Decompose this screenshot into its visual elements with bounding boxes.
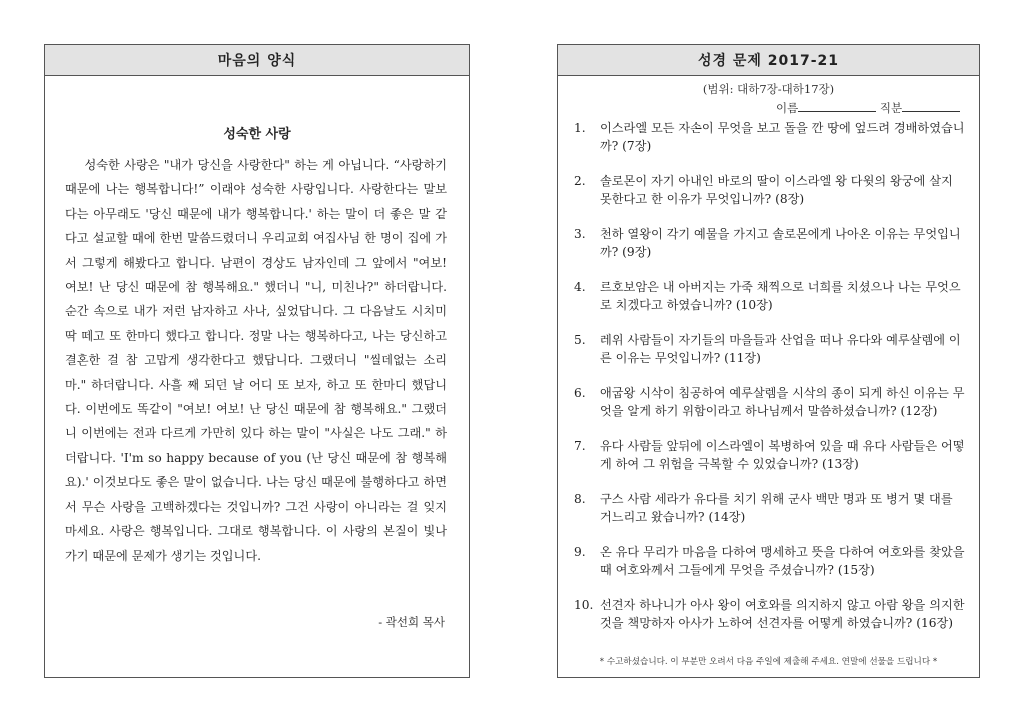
right-panel-header: 성경 문제 2017-21 — [558, 45, 979, 76]
question-item — [574, 225, 966, 261]
question-number: 3. — [574, 227, 586, 241]
quiz-footnote: * 수고하셨습니다. 이 부분만 오려서 다음 주일에 제출해 주세요. 연말에 선물을 드립니다 * — [599, 657, 938, 667]
question-item — [574, 490, 966, 526]
question-number: 2. — [574, 174, 586, 188]
name-label: 이름 — [776, 101, 799, 115]
question-text: 유다 사람들 앞뒤에 이스라엘이 복병하여 있을 때 유다 사람들은 어떻게 하여 그 위험을 극복할 수 있었습니까? (13장) — [600, 439, 965, 471]
office-label: 직분 — [879, 101, 903, 115]
left-panel — [44, 44, 470, 678]
question-item — [574, 278, 966, 314]
question-number: 8. — [574, 492, 586, 506]
question-item — [574, 596, 966, 632]
question-text: 구스 사람 세라가 유다를 치기 위해 군사 백만 명과 또 병거 몇 대를 거느리고 왔습니까? (14장) — [600, 492, 953, 524]
essay-body: 성숙한 사랑은 "내가 당신을 사랑한다" 하는 게 아닙니다. “사랑하기 때문에 나는 행복합니다!” 이래야 성숙한 사랑입니다. 사랑한다는 말보다는 아무래도 '당신 때문에 내가 행복합니다.' 하는 말이 더 좋은 말 같다고 설교할 때에 한번 말씀드렸더니 우리교회 여집사님 한 명이 집에 가서 그렇게 해봤다고 합니다. 남편이 경상도 남자인데 그 앞에서 "여보! 여보! 난 당신 때문에 참 행복해요." 했더니 "니, 미친나?" 하더랍니다. 순간 속으로 내가 저런 남자하고 사나, 싶었답니다. 그 다음날도 시치미 딱 떼고 또 한마디 했다고 합니다. 정말 나는 행복하다고, 나는 당신하고 결혼한 걸 참 고맙게 생각한다고 했답니다. 그랬더니 "씰데없는 소리 마." 하더랍니다. 사흘 째 되던 날 어디 또 보자, 하고 또 한마디 했답니다. 이번에도 똑같이 "여보! 여보! 난 당신 때문에 참 행복해요." 그랬더니 이번에는 전과 다르게 가만히 있다 하는 말이 "사실은 나도 그래." 하더랍니다. 'I'm so happy because of you (난 당신 때문에 참 행복해요).' 이것보다도 좋은 말이 없습니다. 나는 당신 때문에 불행하다고 하면서 무슨 사랑을 고백하겠다는 것입니까? 그건 사랑이 아니라는 걸 잊지 마세요. 사랑은 행복입니다. 그대로 행복합니다. 이 사랑의 본질이 빛나가기 때문에 문제가 생기는 것입니다. — [65, 158, 447, 563]
question-number: 6. — [574, 386, 586, 400]
question-number: 7. — [574, 439, 586, 453]
question-number: 9. — [574, 545, 586, 559]
question-text: 선견자 하나니가 아사 왕이 여호와를 의지하지 않고 아람 왕을 의지한 것을 책망하자 아사가 노하여 선견자를 어떻게 하였습니까? (16장) — [600, 598, 965, 630]
quiz-scope: (범위: 대하7장-대하17장) — [702, 82, 835, 96]
question-number: 5. — [574, 333, 586, 347]
question-item — [574, 384, 966, 420]
office-blank[interactable] — [902, 99, 960, 112]
name-office-row — [776, 99, 960, 116]
right-panel — [557, 44, 980, 678]
question-text: 온 유다 무리가 마음을 다하여 맹세하고 뜻을 다하여 여호와를 찾았을 때 여호와께서 그들에게 무엇을 주셨습니까? (15장) — [600, 545, 965, 577]
question-item — [574, 331, 966, 367]
question-number: 4. — [574, 280, 586, 294]
question-item — [574, 119, 966, 155]
question-item — [574, 543, 966, 579]
question-text: 이스라엘 모든 자손이 무엇을 보고 돌을 깐 땅에 엎드려 경배하였습니까? (7장) — [600, 121, 965, 153]
question-number: 10. — [574, 598, 594, 612]
left-panel-header: 마음의 양식 — [45, 45, 469, 76]
question-text: 솔로몬이 자기 아내인 바로의 딸이 이스라엘 왕 다윗의 왕궁에 살지 못한다고 한 이유가 무엇입니까? (8장) — [600, 174, 953, 206]
question-text: 르호보암은 내 아버지는 가죽 채찍으로 너희를 치셨으나 나는 무엇으로 치겠다고 하였습니까? (10장) — [600, 280, 961, 312]
question-number: 1. — [574, 121, 586, 135]
question-item — [574, 172, 966, 208]
essay-author: - 곽선희 목사 — [378, 615, 445, 629]
essay-title: 성숙한 사랑 — [223, 127, 291, 142]
question-item — [574, 437, 966, 473]
question-text: 애굽왕 시삭이 침공하여 예루살렘을 시삭의 종이 되게 하신 이유는 무엇을 알게 하기 위함이라고 하나님께서 말씀하셨습니까? (12장) — [600, 386, 965, 418]
name-blank[interactable] — [798, 99, 876, 112]
question-text: 천하 열왕이 각기 예물을 가지고 솔로몬에게 나아온 이유는 무엇입니까? (9장) — [600, 227, 961, 259]
question-text: 레위 사람들이 자기들의 마을들과 산업을 떠나 유다와 예루살렘에 이른 이유는 무엇입니까? (11장) — [600, 333, 961, 365]
